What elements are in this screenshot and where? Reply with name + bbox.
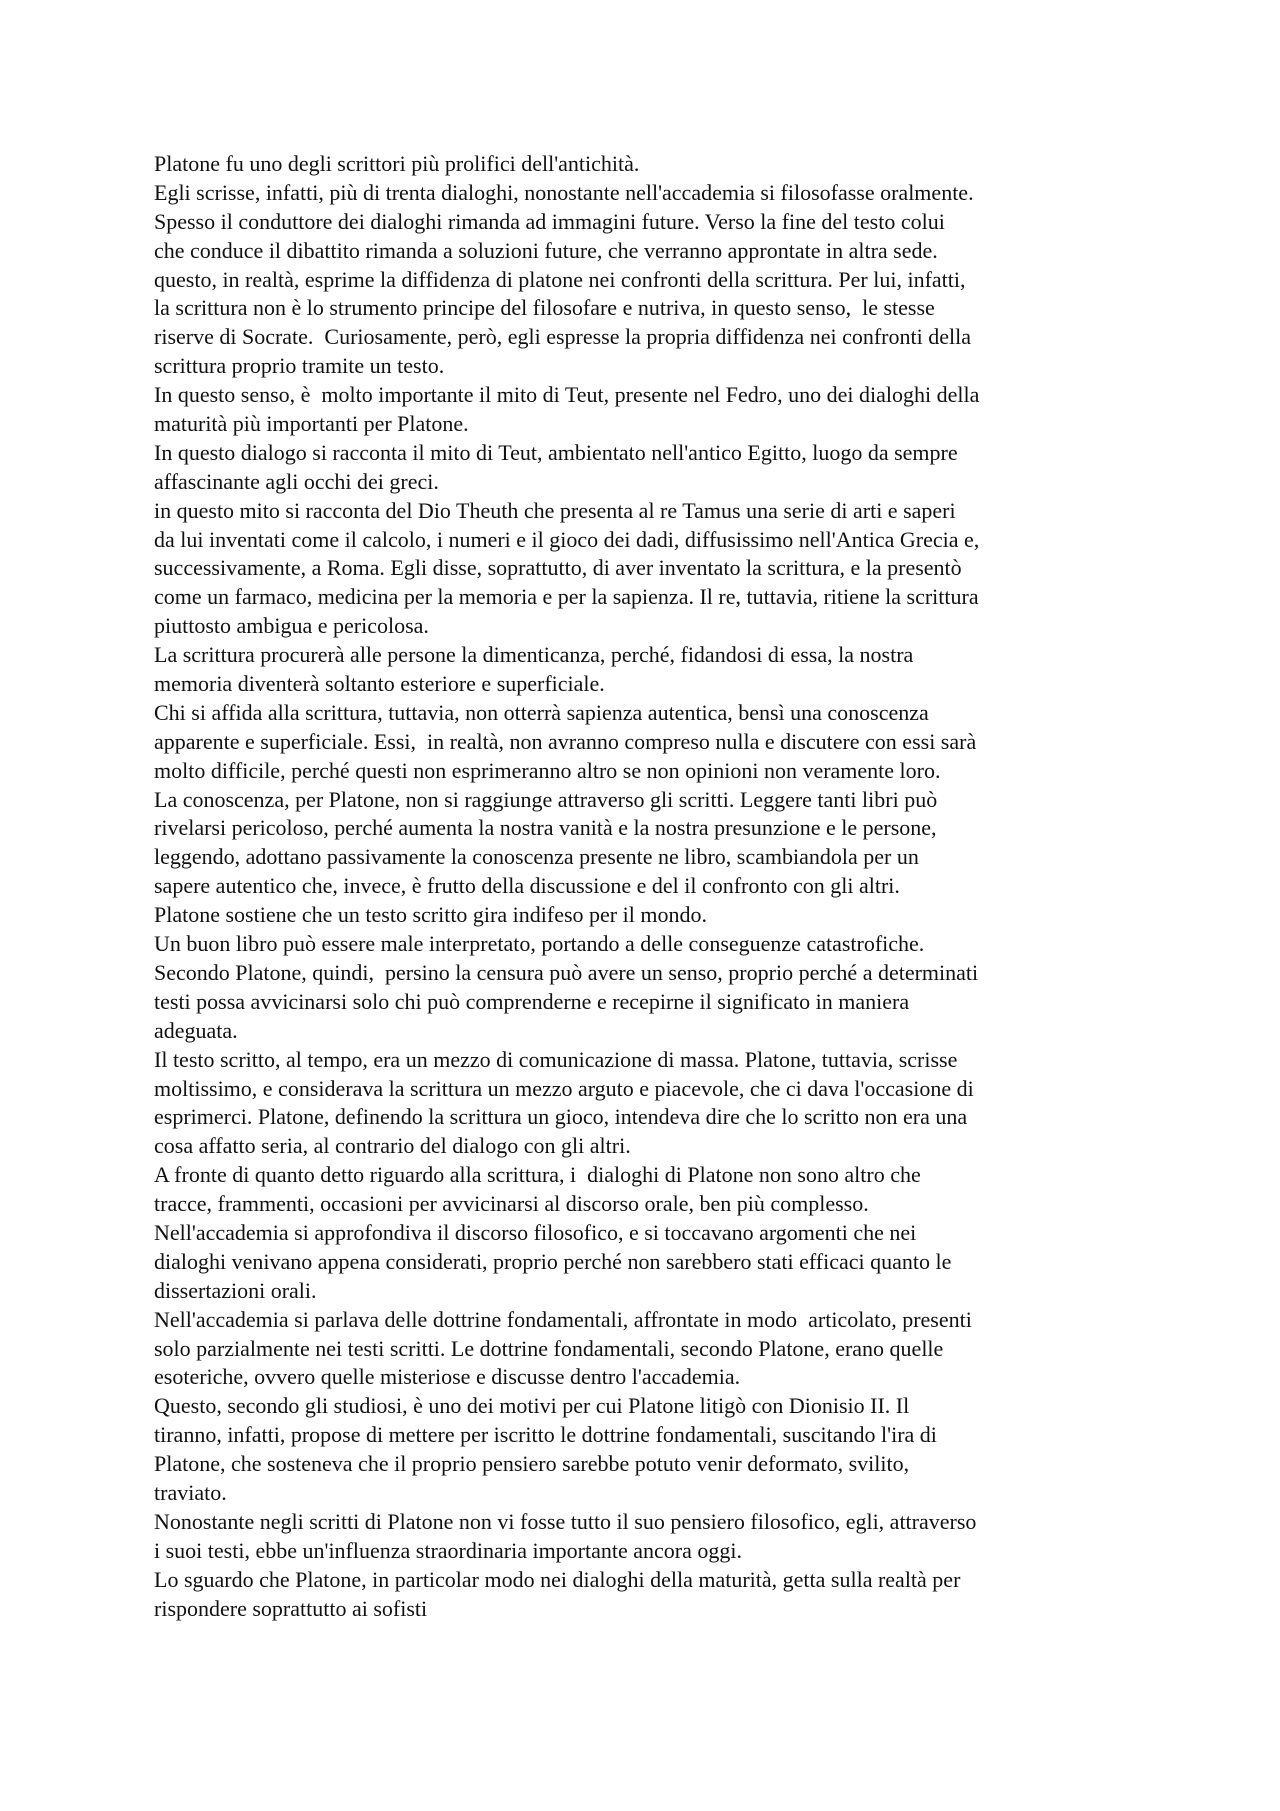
text-line: A fronte di quanto detto riguardo alla scrittura, i dialoghi di Platone non sono altro che (154, 1162, 921, 1188)
text-line: dissertazioni orali. (154, 1277, 317, 1303)
text-line: scrittura proprio tramite un testo. (154, 353, 445, 379)
text-line: Platone fu uno degli scrittori più prolifici dell'antichità. (154, 151, 640, 176)
text-line: esoteriche, ovvero quelle misteriose e discusse dentro l'accademia. (154, 1364, 741, 1390)
text-line: affascinante agli occhi dei greci. (154, 468, 439, 494)
text-line: in questo mito si racconta del Dio Theuth che presenta al re Tamus una serie di arti e saperi (154, 497, 956, 523)
text-line: Nonostante negli scritti di Platone non vi fosse tutto il suo pensiero filosofico, egli, attraverso (154, 1508, 977, 1534)
text-line: dialoghi venivano appena considerati, proprio perché non sarebbero stati efficaci quanto le (154, 1248, 952, 1274)
text-line: La scrittura procurerà alle persone la dimenticanza, perché, fidandosi di essa, la nostra (154, 642, 914, 668)
text-line: apparente e superficiale. Essi, in realtà, non avranno compreso nulla e discutere con essi sarà (154, 728, 977, 754)
text-line: Chi si affida alla scrittura, tuttavia, non otterrà sapienza autentica, bensì una conoscenza (154, 699, 929, 725)
text-line: esprimerci. Platone, definendo la scrittura un gioco, intendeva dire che lo scritto non era una (154, 1104, 968, 1130)
text-line: traviato. (154, 1479, 227, 1505)
text-line: riserve di Socrate. Curiosamente, però, egli espresse la propria diffidenza nei confronti della (154, 324, 971, 350)
text-line: tiranno, infatti, propose di mettere per iscritto le dottrine fondamentali, suscitando l'ira di (154, 1422, 937, 1448)
text-line: piuttosto ambigua e pericolosa. (154, 613, 429, 639)
text-line: tracce, frammenti, occasioni per avvicinarsi al discorso orale, ben più complesso. (154, 1191, 869, 1217)
text-line: testi possa avvicinarsi solo chi può comprenderne e recepirne il significato in maniera (154, 988, 910, 1014)
text-line: Nell'accademia si approfondiva il discorso filosofico, e si toccavano argomenti che nei (154, 1219, 917, 1245)
text-line: Un buon libro può essere male interpretato, portando a delle conseguenze catastrofiche. (154, 931, 925, 957)
text-line: moltissimo, e considerava la scrittura un mezzo arguto e piacevole, che ci dava l'occasione di (154, 1075, 974, 1101)
text-line: Lo sguardo che Platone, in particolar modo nei dialoghi della maturità, getta sulla realtà per (154, 1566, 961, 1592)
text-line: memoria diventerà soltanto esteriore e superficiale. (154, 671, 605, 697)
text-line: che conduce il dibattito rimanda a soluzioni future, che verranno approntate in altra sede. (154, 237, 938, 263)
text-line: Nell'accademia si parlava delle dottrine fondamentali, affrontate in modo articolato, presenti (154, 1306, 972, 1332)
text-line: successivamente, a Roma. Egli disse, soprattutto, di aver inventato la scrittura, e la presentò (154, 555, 962, 581)
text-line: i suoi testi, ebbe un'influenza straordinaria importante ancora oggi. (154, 1537, 742, 1563)
text-line: La conoscenza, per Platone, non si raggiunge attraverso gli scritti. Leggere tanti libri può (154, 786, 938, 812)
document-body (154, 150, 1154, 1623)
text-line: molto difficile, perché questi non esprimeranno altro se non opinioni non veramente loro. (154, 757, 941, 783)
text-line: sapere autentico che, invece, è frutto della discussione e del il confronto con gli altri. (154, 873, 900, 899)
text-line: Questo, secondo gli studiosi, è uno dei motivi per cui Platone litigò con Dionisio II. Il (154, 1393, 910, 1419)
text-line: da lui inventati come il calcolo, i numeri e il gioco dei dadi, diffusissimo nell'Antica Grecia e, (154, 526, 980, 552)
text-line: questo, in realtà, esprime la diffidenza di platone nei confronti della scrittura. Per lui, infatti, (154, 266, 966, 292)
text-line: solo parzialmente nei testi scritti. Le dottrine fondamentali, secondo Platone, erano quelle (154, 1335, 944, 1361)
text-line: la scrittura non è lo strumento principe del filosofare e nutriva, in questo senso, le stesse (154, 295, 935, 321)
text-line: leggendo, adottano passivamente la conoscenza presente ne libro, scambiandola per un (154, 844, 919, 870)
text-line: In questo senso, è molto importante il mito di Teut, presente nel Fedro, uno dei dialoghi della (154, 382, 980, 408)
text-line: Il testo scritto, al tempo, era un mezzo di comunicazione di massa. Platone, tuttavia, scrisse (154, 1046, 958, 1072)
text-line: rispondere soprattutto ai sofisti (154, 1595, 428, 1621)
text-line: Platone, che sosteneva che il proprio pensiero sarebbe potuto venir deformato, svilito, (154, 1451, 910, 1477)
text-line: cosa affatto seria, al contrario del dialogo con gli altri. (154, 1133, 631, 1159)
text-line: rivelarsi pericoloso, perché aumenta la nostra vanità e la nostra presunzione e le persone, (154, 815, 937, 841)
text-line: Secondo Platone, quindi, persino la censura può avere un senso, proprio perché a determinati (154, 959, 979, 985)
text-line: Spesso il conduttore dei dialoghi rimanda ad immagini future. Verso la fine del testo colui (154, 208, 945, 234)
text-line: adeguata. (154, 1017, 238, 1043)
text-line: Platone sostiene che un testo scritto gira indifeso per il mondo. (154, 902, 707, 928)
text-line: In questo dialogo si racconta il mito di Teut, ambientato nell'antico Egitto, luogo da sempre (154, 439, 958, 465)
text-line: Egli scrisse, infatti, più di trenta dialoghi, nonostante nell'accademia si filosofasse oralmente. (154, 179, 974, 205)
text-line: maturità più importanti per Platone. (154, 411, 469, 437)
text-line: come un farmaco, medicina per la memoria e per la sapienza. Il re, tuttavia, ritiene la scrittura (154, 584, 979, 610)
